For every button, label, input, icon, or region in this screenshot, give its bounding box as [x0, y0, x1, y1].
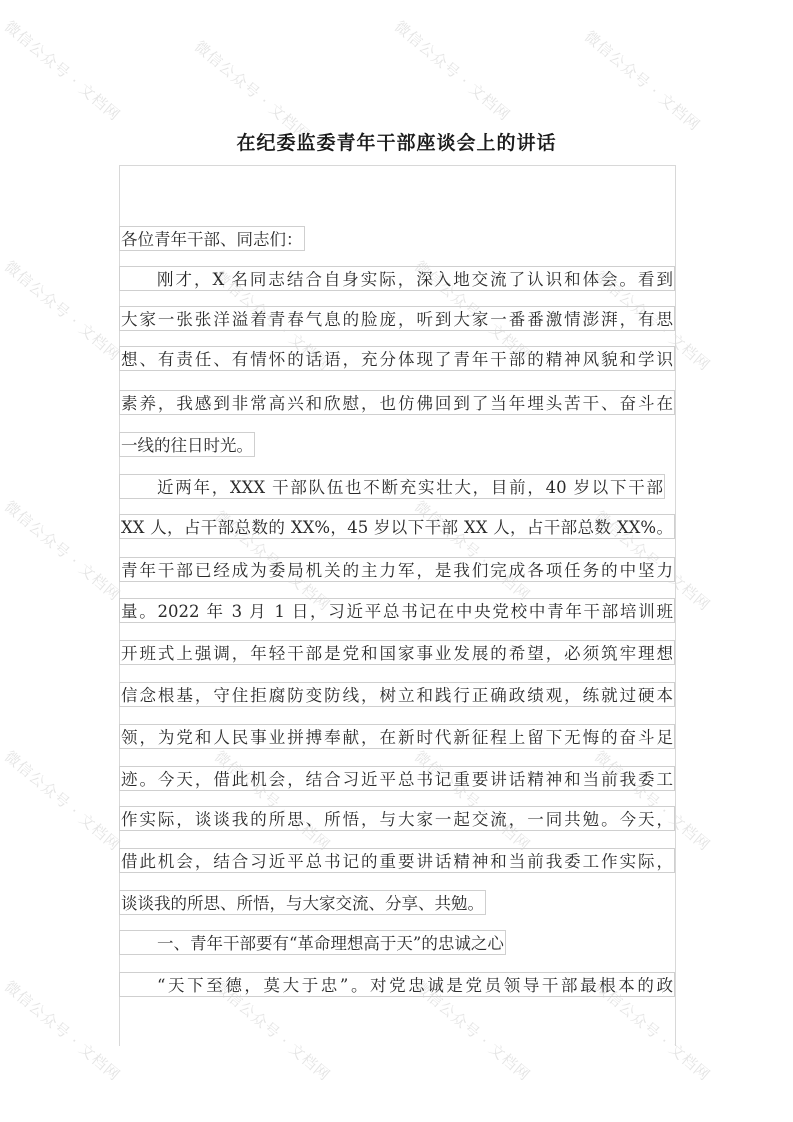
paragraph-line: 想、有责任、有情怀的话语，充分体现了青年干部的精神风貌和学识 — [119, 346, 675, 371]
watermark: 微信公众号 · 文档网 — [0, 257, 124, 365]
paragraph-line: 信念根基，守住拒腐防变防线，树立和践行正确政绩观，练就过硬本 — [119, 682, 675, 707]
paragraph-line: 谈谈我的所思、所悟，与大家交流、分享、共勉。 — [119, 890, 486, 915]
watermark: 微信公众号 · 文档网 — [210, 267, 334, 375]
paragraph-line: 领，为党和人民事业拼搏奉献，在新时代新征程上留下无悔的奋斗足 — [119, 724, 675, 749]
watermark: 微信公众号 · 文档网 — [390, 17, 514, 125]
watermark: 微信公众号 · 文档网 — [0, 747, 124, 855]
section-heading: 一、青年干部要有“革命理想高于天”的忠诚之心 — [119, 930, 506, 955]
watermark: 微信公众号 · 文档网 — [210, 507, 334, 615]
watermark: 微信公众号 · 文档网 — [0, 977, 124, 1085]
watermark: 微信公众号 · 文档网 — [0, 497, 124, 605]
salutation-line: 各位青年干部、同志们： — [119, 226, 305, 251]
paragraph-line: 近两年，XXX 干部队伍也不断充实壮大，目前，40 岁以下干部 — [119, 474, 665, 499]
paragraph-line: 借此机会，结合习近平总书记的重要讲话精神和当前我委工作实际， — [119, 848, 675, 873]
watermark: 微信公众号 · 文档网 — [590, 507, 714, 615]
document-title: 在纪委监委青年干部座谈会上的讲话 — [236, 132, 557, 154]
watermark: 微信公众号 · 文档网 — [580, 27, 704, 135]
watermark: 微信公众号 · 文档网 — [590, 747, 714, 855]
paragraph-line: XX 人，占干部总数的 XX%，45 岁以下干部 XX 人，占干部总数 XX%。 — [119, 514, 675, 539]
paragraph-line: 大家一张张洋溢着青春气息的脸庞，听到大家一番番激情澎湃，有思 — [119, 306, 675, 331]
watermark: 微信公众号 · 文档网 — [0, 17, 124, 125]
paragraph-line: 迹。今天，借此机会，结合习近平总书记重要讲话精神和当前我委工 — [119, 766, 675, 791]
watermark: 微信公众号 · 文档网 — [590, 977, 714, 1085]
paragraph-line: “天下至德，莫大于忠”。对党忠诚是党员领导干部最根本的政 — [119, 972, 675, 997]
paragraph-line: 开班式上强调，年轻干部是党和国家事业发展的希望，必须筑牢理想 — [119, 640, 675, 665]
watermark: 微信公众号 · 文档网 — [410, 497, 534, 605]
watermark: 微信公众号 · 文档网 — [210, 747, 334, 855]
watermark: 微信公众号 · 文档网 — [410, 977, 534, 1085]
watermark: 微信公众号 · 文档网 — [190, 37, 314, 145]
paragraph-line: 一线的往日时光。 — [119, 432, 255, 457]
paragraph-line: 素养，我感到非常高兴和欣慰，也仿佛回到了当年埋头苦干、奋斗在 — [119, 390, 675, 415]
paragraph-line: 刚才，X 名同志结合自身实际，深入地交流了认识和体会。看到 — [119, 266, 675, 291]
paragraph-line: 青年干部已经成为委局机关的主力军，是我们完成各项任务的中坚力 — [119, 557, 675, 582]
watermark: 微信公众号 · 文档网 — [210, 977, 334, 1085]
watermark: 微信公众号 · 文档网 — [590, 267, 714, 375]
watermark: 微信公众号 · 文档网 — [410, 257, 534, 365]
paragraph-line: 作实际，谈谈我的所思、所悟，与大家一起交流，一同共勉。今天， — [119, 806, 675, 831]
paragraph-line: 量。2022 年 3 月 1 日，习近平总书记在中央党校中青年干部培训班 — [119, 598, 675, 623]
watermark: 微信公众号 · 文档网 — [410, 747, 534, 855]
